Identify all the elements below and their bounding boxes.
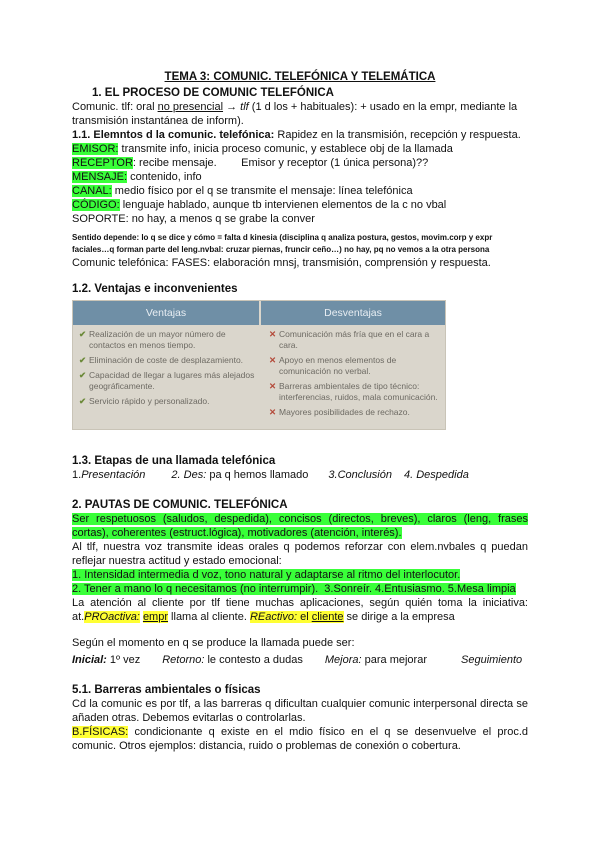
check-icon: ✔	[79, 396, 87, 406]
punto-2-text: 2. Tener a mano lo q necesitamos (no interrumpir). 3.Sonreír. 4.Entusiasmo. 5.Mesa limpia	[72, 583, 516, 595]
kinesia-note: Sentido depende: lo q se dice y cómo = falta d kinesia (disciplina q analiza postura, gestos, movim.corp y expr faciales…q forman parte del leng.nvbal: cruzar piernas, fruncir ceño…) no hay, pq no vemos a la otra persona	[72, 233, 493, 254]
retorno-text: le contesto a dudas	[204, 654, 303, 666]
subsection-1-1-text: Rapidez en la transmisión, recepción y respuesta.	[274, 129, 521, 141]
canal-label: CANAL:	[72, 185, 112, 197]
mejora-text: para mejorar	[361, 654, 427, 666]
receptor-line	[72, 156, 528, 170]
ventajas-header: Ventajas	[73, 301, 261, 325]
list-item	[269, 407, 441, 418]
etapa-desarrollo: 2. Des:	[171, 469, 207, 481]
subsection-1-1-heading: 1.1. Elemntos d la comunic. telefónica:	[72, 129, 275, 141]
subsection-1-3-heading: 1.3. Etapas de una llamada telefónica	[72, 455, 276, 467]
cross-icon: ✕	[269, 381, 277, 391]
list-item	[269, 381, 441, 403]
subsection-5-1-heading: 5.1. Barreras ambientales o físicas	[72, 684, 261, 696]
punto-1	[72, 568, 528, 582]
soporte-line: SOPORTE: no hay, a menos q se grabe la conver	[72, 213, 315, 225]
pautas-paragraph	[72, 512, 528, 540]
etapa-presentacion: Presentación	[81, 469, 146, 481]
etapa-despedida: 4. Despedida	[403, 469, 469, 481]
desventajas-column	[269, 329, 441, 422]
receptor-text: : recibe mensaje. Emisor y receptor (1 única persona)??	[132, 157, 429, 169]
codigo-line	[72, 198, 528, 212]
ventaja-text: Capacidad de llegar a lugares más alejados geográficamente.	[89, 370, 255, 391]
list-item	[79, 396, 255, 407]
barreras-paragraph: Cd la comunic es por tlf, a las barreras q dificultan cualquier comunic interpersonal directa se añaden otras. Debemos evitarlas o controlarlas.	[72, 698, 528, 724]
pautas-highlight: Ser respetuosos (saludos, despedida), concisos (directos, breves), claros (leng, frases cortas), coherentes (estruct.lógica), motivadores (atención, interés).	[72, 513, 528, 539]
cross-icon: ✕	[269, 355, 277, 365]
atencion-text-3: se dirige a la empresa	[343, 611, 455, 623]
inicial-label: Inicial:	[72, 654, 107, 666]
atencion-text: La atención al cliente por tlf tiene muchas aplicaciones, según quién toma la iniciativa: at.	[72, 597, 528, 623]
emisor-text: transmite info, inicia proceso comunic, y establece obj de la llamada	[118, 143, 453, 155]
cross-icon: ✕	[269, 329, 277, 339]
intro-arrow: →	[223, 101, 241, 113]
list-item	[79, 355, 255, 366]
atencion-text-2: llama al cliente.	[168, 611, 250, 623]
punto-2	[72, 582, 528, 596]
intro-text: Comunic. tlf: oral	[72, 101, 158, 113]
check-icon: ✔	[79, 329, 87, 339]
bfisicas-text: condicionante q existe en el mdio físico en el q se desenvuelve el proc.d comunic. Otros ejemplos: distancia, ruido o problemas de conexión o cobertura.	[72, 726, 528, 752]
etapas-line	[72, 468, 528, 482]
ventajas-column	[79, 329, 255, 411]
receptor-label: RECEPTOR	[72, 157, 133, 169]
codigo-label: CÓDIGO:	[72, 199, 120, 211]
desventaja-text: Barreras ambientales de tipo técnico: interferencias, ruidos, mala comunicación.	[279, 381, 438, 402]
inicial-text: 1º vez	[106, 654, 141, 666]
ventaja-text: Realización de un mayor número de contactos en menos tiempo.	[89, 329, 226, 350]
emisor-line	[72, 142, 528, 156]
list-item	[79, 370, 255, 392]
check-icon: ✔	[79, 355, 87, 365]
empr-word: empr	[142, 611, 168, 623]
ventaja-text: Servicio rápido y personalizado.	[89, 396, 210, 406]
subsection-1-1	[72, 128, 528, 142]
section-2-heading: 2. PAUTAS DE COMUNIC. TELEFÓNICA	[72, 499, 288, 511]
mensaje-line	[72, 170, 528, 184]
reactivo-label: REactivo:	[249, 611, 298, 623]
cliente-word: cliente	[311, 611, 344, 623]
section-1-heading: 1. EL PROCESO DE COMUNIC TELEFÓNICA	[92, 87, 334, 99]
ventajas-table	[72, 300, 446, 430]
etapa-conclusion: 3.Conclusión	[328, 469, 392, 481]
momento-line: Según el momento en q se produce la llamada puede ser:	[72, 637, 355, 649]
bfisicas-paragraph	[72, 725, 528, 753]
retorno-label: Retorno:	[162, 654, 205, 666]
mensaje-label: MENSAJE:	[72, 171, 128, 183]
mejora-label: Mejora:	[324, 654, 362, 666]
list-item	[79, 329, 255, 351]
cross-icon: ✕	[269, 407, 277, 417]
seguimiento-label: Seguimiento	[461, 654, 523, 666]
canal-text: medio físico por el q se transmite el mensaje: línea telefónica	[111, 185, 413, 197]
fases-line: Comunic telefónica: FASES: elaboración mnsj, transmisión, comprensión y respuesta.	[72, 257, 491, 269]
emisor-label: EMISOR:	[72, 143, 119, 155]
list-item	[269, 329, 441, 351]
voz-paragraph: Al tlf, nuestra voz transmite ideas orales q podemos reforzar con elem.nvbales q puedan reflejar nuestra actitud y estado emocional:	[72, 541, 528, 567]
momentos-line	[72, 653, 528, 667]
check-icon: ✔	[79, 370, 87, 380]
mensaje-text: contenido, info	[127, 171, 202, 183]
intro-rest: (1 d los + habituales): + usado en la empr, mediante la transmisión instantánea de inform).	[72, 101, 518, 127]
desventajas-header: Desventajas	[261, 301, 445, 325]
codigo-text: lenguaje hablado, aunque tb intervienen elementos de la c no vbal	[119, 199, 447, 211]
atencion-paragraph	[72, 596, 528, 624]
intro-tlf: tlf	[240, 101, 249, 113]
intro-paragraph	[72, 100, 528, 128]
ventaja-text: Eliminación de coste de desplazamiento.	[89, 355, 244, 365]
list-item	[269, 355, 441, 377]
etapa-number: 1.	[72, 469, 82, 481]
proactiva-label: PROactiva:	[84, 611, 140, 623]
etapa-desarrollo-text: pa q hemos llamado	[206, 469, 309, 481]
bfisicas-label: B.FÍSICAS:	[72, 726, 129, 738]
intro-underlined: no presencial	[157, 101, 224, 113]
canal-line	[72, 184, 528, 198]
desventaja-text: Mayores posibilidades de rechazo.	[279, 407, 410, 417]
punto-1-text: 1. Intensidad intermedia d voz, tono natural y adaptarse al ritmo del interlocutor.	[72, 569, 461, 581]
desventaja-text: Apoyo en menos elementos de comunicación no verbal.	[279, 355, 397, 376]
page-title: TEMA 3: COMUNIC. TELEFÓNICA Y TELEMÁTICA	[164, 71, 436, 83]
desventaja-text: Comunicación más fría que en el cara a cara.	[279, 329, 430, 350]
subsection-1-2-heading: 1.2. Ventajas e inconvenientes	[72, 283, 238, 295]
el-word: el	[297, 611, 312, 623]
